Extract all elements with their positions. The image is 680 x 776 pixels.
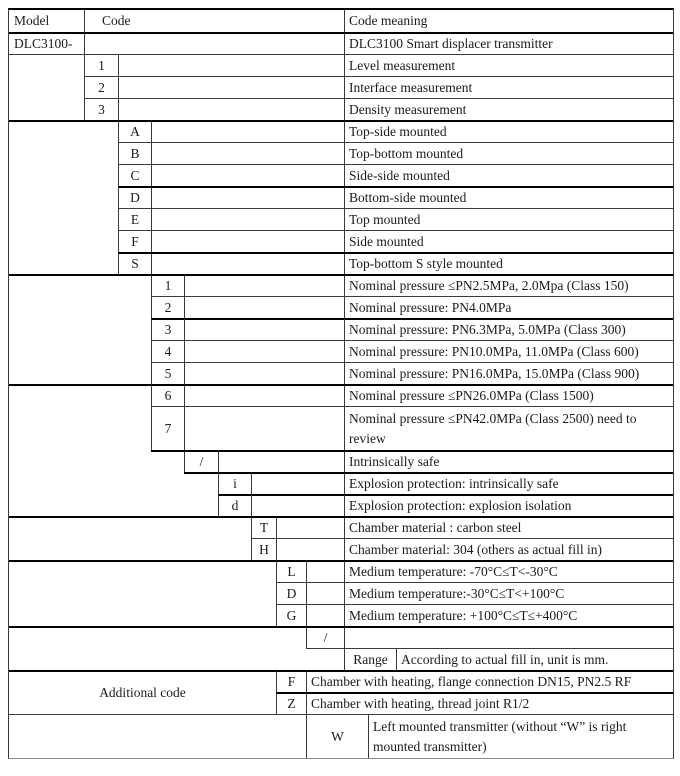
empty-cell bbox=[151, 186, 344, 208]
empty-cell bbox=[9, 472, 184, 494]
meaning-cell: According to actual fill in, unit is mm. bbox=[396, 648, 673, 670]
empty-cell bbox=[9, 252, 118, 274]
empty-cell bbox=[306, 560, 344, 582]
additional-code-label: Additional code bbox=[9, 670, 276, 714]
empty-cell bbox=[9, 120, 118, 142]
meaning-cell: Nominal pressure ≤PN26.0MPa (Class 1500) bbox=[344, 384, 673, 406]
model-cell: DLC3100- bbox=[9, 32, 84, 54]
code-cell: A bbox=[118, 120, 151, 142]
meaning-cell: Interface measurement bbox=[344, 76, 673, 98]
code-cell: 6 bbox=[151, 384, 184, 406]
meaning-cell: Explosion protection: intrinsically safe bbox=[344, 472, 673, 494]
empty-cell bbox=[9, 626, 306, 648]
meaning-cell: Bottom-side mounted bbox=[344, 186, 673, 208]
code-cell: B bbox=[118, 142, 151, 164]
empty-cell bbox=[9, 604, 276, 626]
code-cell: F bbox=[276, 670, 306, 692]
empty-cell bbox=[9, 318, 151, 340]
empty-cell bbox=[306, 648, 344, 670]
empty-cell bbox=[184, 472, 218, 494]
code-cell: G bbox=[276, 604, 306, 626]
empty-cell bbox=[151, 164, 344, 186]
code-cell: 3 bbox=[151, 318, 184, 340]
code-cell: 1 bbox=[84, 54, 118, 76]
code-cell: H bbox=[251, 538, 276, 560]
empty-cell bbox=[184, 318, 344, 340]
code-cell: D bbox=[276, 582, 306, 604]
meaning-cell: Top mounted bbox=[344, 208, 673, 230]
code-cell: d bbox=[218, 494, 251, 516]
empty-cell bbox=[218, 450, 344, 472]
meaning-cell: DLC3100 Smart displacer transmitter bbox=[344, 32, 673, 54]
empty-cell bbox=[9, 54, 84, 120]
code-cell: 7 bbox=[151, 406, 184, 450]
empty-cell bbox=[9, 384, 151, 406]
empty-cell bbox=[9, 296, 151, 318]
empty-cell bbox=[9, 450, 151, 472]
meaning-cell: Side mounted bbox=[344, 230, 673, 252]
empty-cell bbox=[9, 362, 151, 384]
meaning-cell: Chamber with heating, thread joint R1/2 bbox=[306, 692, 673, 714]
empty-cell bbox=[151, 120, 344, 142]
empty-cell bbox=[118, 98, 344, 120]
empty-cell bbox=[151, 230, 344, 252]
meaning-cell: Medium temperature: +100°C≤T≤+400°C bbox=[344, 604, 673, 626]
empty-cell bbox=[276, 538, 344, 560]
empty-cell bbox=[9, 406, 151, 450]
empty-cell bbox=[9, 582, 276, 604]
meaning-cell: Nominal pressure: PN16.0MPa, 15.0MPa (Class 900) bbox=[344, 362, 673, 384]
range-label: Range bbox=[344, 648, 396, 670]
meaning-cell: Explosion protection: explosion isolation bbox=[344, 494, 673, 516]
empty-cell bbox=[9, 538, 251, 560]
meaning-cell: Nominal pressure: PN4.0MPa bbox=[344, 296, 673, 318]
meaning-cell: Nominal pressure: PN6.3MPa, 5.0MPa (Class 300) bbox=[344, 318, 673, 340]
empty-cell bbox=[9, 648, 306, 670]
ordering-code-table bbox=[8, 8, 674, 759]
empty-cell bbox=[184, 384, 344, 406]
empty-cell bbox=[276, 516, 344, 538]
empty-cell bbox=[151, 142, 344, 164]
code-cell: E bbox=[118, 208, 151, 230]
meaning-cell: Medium temperature:-30°C≤T<+100°C bbox=[344, 582, 673, 604]
code-cell: D bbox=[118, 186, 151, 208]
empty-cell bbox=[118, 76, 344, 98]
code-header-cell: Code bbox=[84, 10, 344, 32]
empty-cell bbox=[306, 582, 344, 604]
meaning-cell: Medium temperature: -70°C≤T<-30°C bbox=[344, 560, 673, 582]
empty-cell bbox=[151, 252, 344, 274]
meaning-cell: Nominal pressure ≤PN42.0MPa (Class 2500) need to review bbox=[344, 406, 673, 450]
empty-cell bbox=[184, 274, 344, 296]
code-cell: S bbox=[118, 252, 151, 274]
meaning-cell: Side-side mounted bbox=[344, 164, 673, 186]
code-cell: 2 bbox=[151, 296, 184, 318]
meaning-cell: Level measurement bbox=[344, 54, 673, 76]
empty-cell bbox=[251, 472, 344, 494]
empty-cell bbox=[184, 406, 344, 450]
model-header-cell: Model bbox=[14, 13, 50, 28]
empty-cell bbox=[9, 560, 276, 582]
empty-cell bbox=[151, 208, 344, 230]
meaning-cell: Nominal pressure ≤PN2.5MPa, 2.0Mpa (Class 150) bbox=[344, 274, 673, 296]
empty-cell bbox=[9, 164, 118, 186]
code-cell: 3 bbox=[84, 98, 118, 120]
meaning-cell: Top-side mounted bbox=[344, 120, 673, 142]
empty-cell bbox=[151, 450, 184, 472]
meaning-cell: Intrinsically safe bbox=[344, 450, 673, 472]
meaning-header-cell: Code meaning bbox=[344, 10, 673, 32]
meaning-cell: Density measurement bbox=[344, 98, 673, 120]
meaning-cell: Chamber with heating, flange connection DN15, PN2.5 RF bbox=[306, 670, 673, 692]
empty-cell bbox=[9, 230, 118, 252]
empty-cell bbox=[9, 186, 118, 208]
empty-cell bbox=[9, 340, 151, 362]
meaning-cell: Left mounted transmitter (without “W” is right mounted transmitter) bbox=[368, 714, 673, 758]
code-cell: W bbox=[306, 714, 368, 758]
empty-cell bbox=[251, 494, 344, 516]
empty-cell bbox=[84, 32, 344, 54]
empty-cell bbox=[184, 340, 344, 362]
empty-cell bbox=[9, 274, 151, 296]
code-cell: / bbox=[184, 450, 218, 472]
empty-cell bbox=[118, 54, 344, 76]
code-cell: / bbox=[306, 626, 344, 648]
empty-cell bbox=[9, 714, 306, 758]
empty-cell bbox=[9, 208, 118, 230]
empty-cell bbox=[306, 604, 344, 626]
code-cell: i bbox=[218, 472, 251, 494]
code-cell: 1 bbox=[151, 274, 184, 296]
empty-cell bbox=[184, 362, 344, 384]
code-cell: T bbox=[251, 516, 276, 538]
meaning-cell: Chamber material: 304 (others as actual fill in) bbox=[344, 538, 673, 560]
code-cell: 5 bbox=[151, 362, 184, 384]
empty-cell bbox=[9, 494, 218, 516]
code-cell: 2 bbox=[84, 76, 118, 98]
code-cell: Z bbox=[276, 692, 306, 714]
meaning-cell bbox=[344, 626, 673, 648]
code-cell: L bbox=[276, 560, 306, 582]
code-cell: C bbox=[118, 164, 151, 186]
empty-cell bbox=[184, 296, 344, 318]
meaning-cell: Top-bottom mounted bbox=[344, 142, 673, 164]
empty-cell bbox=[9, 516, 251, 538]
code-cell: 4 bbox=[151, 340, 184, 362]
meaning-cell: Nominal pressure: PN10.0MPa, 11.0MPa (Class 600) bbox=[344, 340, 673, 362]
meaning-cell: Chamber material : carbon steel bbox=[344, 516, 673, 538]
code-cell: F bbox=[118, 230, 151, 252]
meaning-cell: Top-bottom S style mounted bbox=[344, 252, 673, 274]
empty-cell bbox=[9, 142, 118, 164]
